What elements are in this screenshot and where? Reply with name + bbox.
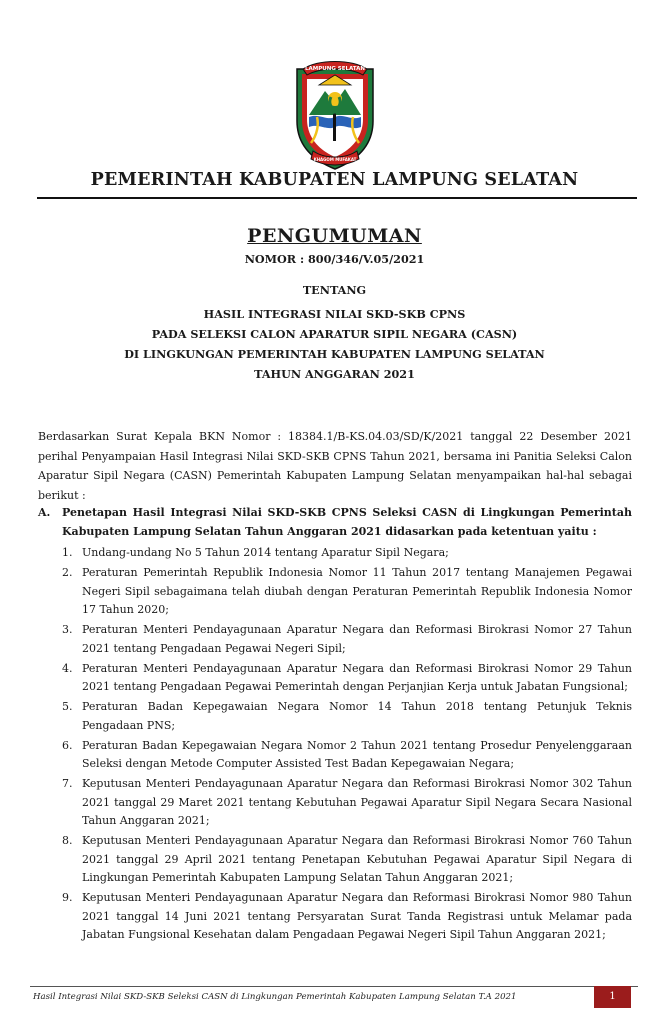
subject-line: HASIL INTEGRASI NILAI SKD-SKB CPNS bbox=[203, 307, 466, 321]
list-item-number: 5. bbox=[62, 700, 73, 713]
list-item-number: 9. bbox=[62, 891, 73, 904]
announcement-number: NOMOR : 800/346/V.05/2021 bbox=[244, 252, 425, 266]
list-item-number: 2. bbox=[62, 566, 73, 579]
list-item-text: Peraturan Menteri Pendayagunaan Aparatur Negara dan Reformasi Birokrasi Nomor 27 Tahun 2021 tentang Pengadaan Pegawai Negeri Sipil; bbox=[82, 623, 632, 655]
list-item-text: Peraturan Menteri Pendayagunaan Aparatur Negara dan Reformasi Birokrasi Nomor 29 Tahun 2021 tentang Pengadaan Pegawai Pemerintah dengan Perjanjian Kerja untuk Jabatan Fungsional; bbox=[82, 661, 632, 693]
announcement-title: PENGUMUMAN bbox=[247, 225, 422, 247]
list-item-text: Peraturan Badan Kepegawaian Negara Nomor 14 Tahun 2018 tentang Petunjuk Teknis Pengadaan PNS; bbox=[82, 700, 632, 732]
list-item bbox=[38, 564, 632, 620]
list-item-text: Peraturan Badan Kepegawaian Negara Nomor 2 Tahun 2021 tentang Prosedur Penyelenggaraan Seleksi dengan Metode Computer Assisted Test Badan Kepegawaian Negara; bbox=[82, 738, 632, 770]
section-a bbox=[38, 503, 632, 946]
list-item-number: 8. bbox=[62, 834, 73, 847]
list-item bbox=[38, 621, 632, 658]
list-item bbox=[38, 544, 632, 563]
list-item-text: Keputusan Menteri Pendayagunaan Aparatur Negara dan Reformasi Birokrasi Nomor 760 Tahun 2021 tanggal 29 April 2021 tentang Penetapan Kebutuhan Pegawai Aparatur Sipil Negara di Lingkungan Pemerintah Kabupaten Lampung Selatan Tahun Anggaran 2021; bbox=[82, 834, 632, 884]
section-a-heading bbox=[38, 503, 632, 541]
lampung-selatan-emblem-icon bbox=[289, 55, 381, 173]
list-item-text: Keputusan Menteri Pendayagunaan Aparatur Negara dan Reformasi Birokrasi Nomor 302 Tahun 2021 tanggal 29 Maret 2021 tentang Kebutuhan Pegawai Aparatur Sipil Negara Secara Nasional Tahun Anggaran 2021; bbox=[82, 777, 632, 827]
list-item-number: 1. bbox=[62, 546, 73, 559]
subject-line: DI LINGKUNGAN PEMERINTAH KABUPATEN LAMPUNG SELATAN bbox=[124, 347, 545, 361]
list-item-number: 7. bbox=[62, 777, 73, 790]
list-item bbox=[38, 737, 632, 774]
intro-paragraph: Berdasarkan Surat Kepala BKN Nomor : 18384.1/B-KS.04.03/SD/K/2021 tanggal 22 Desember 2021 perihal Penyampaian Hasil Integrasi Nilai SKD-SKB CPNS Tahun 2021, bersama ini Panitia Seleksi Calon Aparatur Sipil Negara (CASN) Pemerintah Kabupaten Lampung Selatan menyampaikan hal-hal sebagai berikut : bbox=[38, 430, 632, 502]
page-number: 1 bbox=[594, 986, 631, 1008]
footer-text: Hasil Integrasi Nilai SKD-SKB Seleksi CASN di Lingkungan Pemerintah Kabupaten Lampung Selatan T.A 2021 bbox=[33, 992, 517, 1002]
regulation-list bbox=[38, 544, 632, 945]
list-item bbox=[38, 832, 632, 888]
list-item-text: Undang-undang No 5 Tahun 2014 tentang Aparatur Sipil Negara; bbox=[82, 546, 449, 559]
emblem-ribbon-bottom: KHAGOM MUFAKAT bbox=[313, 157, 357, 162]
header-divider bbox=[37, 197, 637, 199]
list-item bbox=[38, 889, 632, 945]
list-item bbox=[38, 698, 632, 735]
section-heading-text: Penetapan Hasil Integrasi Nilai SKD-SKB CPNS Seleksi CASN di Lingkungan Pemerintah Kabupaten Lampung Selatan Tahun Anggaran 2021 didasarkan pada ketentuan yaitu : bbox=[62, 506, 632, 538]
list-item-number: 3. bbox=[62, 623, 73, 636]
subject-line: TAHUN ANGGARAN 2021 bbox=[254, 367, 415, 381]
footer-divider bbox=[30, 986, 638, 987]
government-title: PEMERINTAH KABUPATEN LAMPUNG SELATAN bbox=[90, 170, 579, 190]
section-marker: A. bbox=[38, 506, 51, 519]
list-item bbox=[38, 660, 632, 697]
list-item-text: Peraturan Pemerintah Republik Indonesia Nomor 11 Tahun 2017 tentang Manajemen Pegawai Negeri Sipil sebagaimana telah diubah dengan Peraturan Pemerintah Republik Indonesia Nomor 17 Tahun 2020; bbox=[82, 566, 632, 616]
announcement-about: TENTANG bbox=[302, 283, 367, 297]
subject-line: PADA SELEKSI CALON APARATUR SIPIL NEGARA (CASN) bbox=[151, 327, 518, 341]
list-item-number: 6. bbox=[62, 738, 73, 752]
list-item-number: 4. bbox=[62, 661, 73, 675]
emblem-ribbon-top: LAMPUNG SELATAN bbox=[304, 66, 366, 72]
list-item-text: Keputusan Menteri Pendayagunaan Aparatur Negara dan Reformasi Birokrasi Nomor 980 Tahun 2021 tanggal 14 Juni 2021 tentang Persyaratan Surat Tanda Registrasi untuk Melamar pada Jabatan Fungsional Kesehatan dalam Pengadaan Pegawai Negeri Sipil Tahun Anggaran 2021; bbox=[82, 891, 632, 941]
list-item bbox=[38, 775, 632, 831]
announcement-subject bbox=[0, 304, 669, 384]
